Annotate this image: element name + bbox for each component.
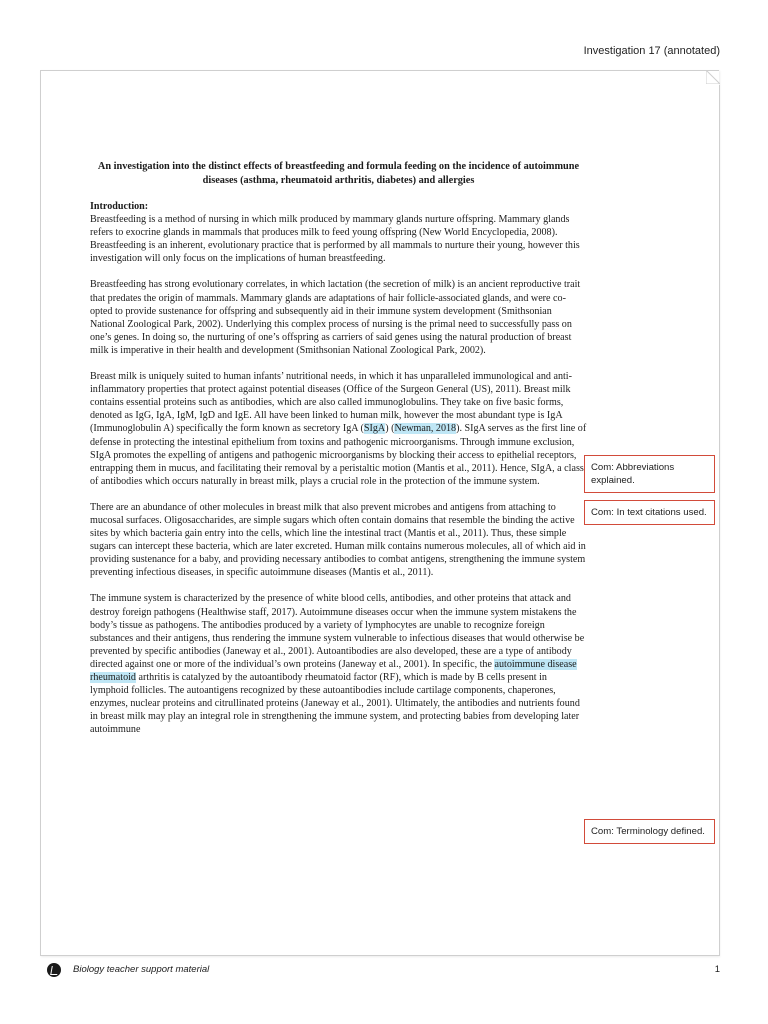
comment-terminology[interactable]: Com: Terminology defined.	[584, 819, 715, 844]
paragraph-3-text-b: ) (	[385, 423, 395, 435]
introduction-heading: Introduction:	[90, 201, 149, 212]
highlight-citation-newman[interactable]: Newman, 2018	[394, 423, 457, 435]
comment-citations[interactable]: Com: In text citations used.	[584, 500, 715, 525]
highlight-terminology[interactable]: autoimmune disease rheumatoid	[90, 658, 577, 683]
document-title: An investigation into the distinct effects of breastfeeding and formula feeding on the incidence of autoimmune diseases (asthma, rheumatoid arthritis, diabetes) and allergies	[97, 161, 580, 186]
paragraph-5-text-b: arthritis is catalyzed by the autoantibody rheumatoid factor (RF), which is made by B cells present in lymphoid follicles. The autoantigens recognized by these autoantibodies include cartilage components, chaperones, enzymes, nuclear proteins and citrullinated proteins (Janeway et al., 2001). Ultimately, the antibodies and nutrients found in breast milk may play an integral role in strengthening the immune system, and protecting babies from developing later autoimmune	[90, 672, 580, 736]
document-body	[90, 160, 587, 749]
highlight-sigA[interactable]: SIgA	[363, 423, 386, 435]
footer-label: Biology teacher support material	[73, 964, 210, 975]
page-number: 1	[714, 964, 720, 975]
header-label: Investigation 17 (annotated)	[583, 45, 720, 57]
paragraph-4: There are an abundance of other molecules in breast milk that also prevent microbes and antigens from attaching to mucosal surfaces. Oligosaccharides, are simple sugars which often contain domains that resemble the binding the active sites by which bacteria gain entry into the cells, which line the intestinal tract (Mantis et al., 2011). Thus, these simple sugars can intercept these bacteria, which are later excreted. Human milk contains numerous molecules, all of which aid in providing sustenance for a baby, and providing necessary antibodies to combat antigens, strengthening the immune system preventing infectious diseases, in specific autoimmune diseases (Mantis et al., 2011).	[90, 501, 586, 579]
paragraph-5-text-a: The immune system is characterized by the presence of white blood cells, antibodies, and other proteins that attack and destroy foreign pathogens (Healthwise staff, 2017). Autoimmune diseases occur when the immune system mistakens the body’s tissue as pathogens. The antibodies produced by a variety of lymphocytes are unable to recognize foreign substances and their antigens, thus rendering the immune system vulnerable to infectious diseases that would otherwise be prevented by specific antibodies (Janeway et al., 2001). Autoantibodies are also developed, these are a type of antibody directed against one or more of the individual’s own proteins (Janeway et al., 2001). In specific, the	[90, 593, 585, 670]
ib-logo-icon	[47, 963, 61, 977]
paragraph-3	[90, 370, 587, 488]
paragraph-5	[90, 592, 587, 736]
page-frame-edge	[719, 85, 720, 956]
paragraph-2: Breastfeeding has strong evolutionary correlates, in which lactation (the secretion of milk) is an ancient reproductive trait that predates the origin of mammals. Mammary glands are adaptations of hair follicle-associated glands, and were co-opted to provide sustenance for offspring and subsequently aid in their immune system development (Smithsonian National Zoological Park, 2002). Underlying this complex process of nursing is the primal need to successfully pass on one’s genes. In doing so, the nurturing of one’s offspring as carriers of said genes using the natural production of breast milk is imperative in their health and development (Smithsonian National Zoological Park, 2002).	[90, 279, 581, 356]
paragraph-3-text-a: Breast milk is uniquely suited to human infants’ nutritional needs, in which it has unparalleled immunological and anti-inflammatory properties that protect against potential diseases (Office of the Surgeon General (US), 2011). Breast milk contains essential proteins such as antibodies, which are also called immunoglobulins. They take on five basic forms, denoted as IgG, IgA, IgM, IgD and IgE. All have been linked to human milk, however the most abundant type is IgA (Immunoglobulin A) specifically the form known as secretory IgA (	[90, 371, 572, 435]
comment-abbreviations[interactable]: Com: Abbreviations explained.	[584, 455, 715, 493]
paragraph-3-text-c: ). SIgA serves as the first line of defense in protecting the intestinal epithelium from toxins and pathogenic microorganisms. Through immune exclusion, SIgA promotes the expelling of antigens and pathogenic microorganisms by blocking their access to epithelial receptors, entrapping them in mucus, and facilitating their removal by a peristaltic motion (Mantis et al., 2011). Hence, SIgA, a class of antibodies which occurs naturally in breast milk, plays a crucial role in the protection of the immune system.	[90, 423, 587, 487]
page-fold-icon	[706, 70, 720, 84]
paragraph-1: Breastfeeding is a method of nursing in which milk produced by mammary glands nurture offspring. Mammary glands refers to exocrine glands in mammals that produces milk to feed young offspring (New World Encyclopedia, 2008). Breastfeeding is an inherent, evolutionary practice that is performed by all mammals to nurture their young, however this investigation will only focus on the implications of human breastfeeding.	[90, 214, 580, 265]
